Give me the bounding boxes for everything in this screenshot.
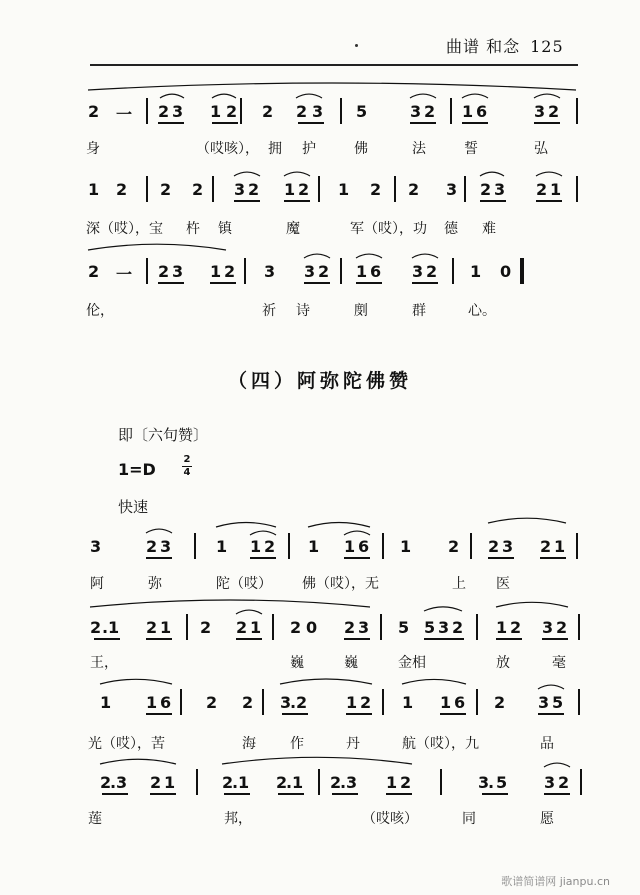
lyric-syllable: 品 — [540, 736, 554, 752]
lyric-syllable: 丹 — [346, 736, 360, 752]
slur-arc — [90, 600, 370, 607]
note: 1 — [284, 180, 296, 199]
barline — [288, 533, 290, 559]
note: 2 — [558, 773, 570, 792]
lyric-syllable: 杵 — [186, 221, 200, 237]
note: 3 — [446, 180, 458, 199]
note: 1 — [550, 180, 562, 199]
note: 1 — [238, 773, 250, 792]
note: 1 — [344, 537, 356, 556]
lyric-syllable: 弥 — [148, 576, 162, 592]
beam-underline — [462, 122, 488, 124]
barline — [380, 614, 382, 640]
barline — [382, 533, 384, 559]
barline — [382, 689, 384, 715]
note: 3 — [542, 618, 554, 637]
slur-arc — [236, 610, 262, 614]
barline — [146, 98, 148, 124]
barline — [340, 258, 342, 284]
lyric-syllable: 拥 — [268, 141, 282, 157]
note: 1 — [100, 693, 112, 712]
note: 2 — [90, 618, 102, 637]
beam-underline — [480, 200, 506, 202]
beam-underline — [210, 282, 236, 284]
beam-underline — [410, 122, 436, 124]
beam-underline — [102, 793, 128, 795]
note: 2 — [426, 262, 438, 281]
slur-arc — [402, 679, 466, 684]
dash: 一 — [116, 105, 133, 124]
page-header — [0, 34, 640, 74]
note: 1 — [146, 693, 158, 712]
barline — [272, 614, 274, 640]
note: 2 — [146, 537, 158, 556]
note: 1 — [356, 262, 368, 281]
slur-arc — [308, 522, 370, 527]
note: 1 — [402, 693, 414, 712]
dot-separator: . — [110, 773, 117, 792]
note: 6 — [370, 262, 382, 281]
note: 3 — [438, 618, 450, 637]
slur-arc — [356, 254, 382, 258]
lyric-syllable: 心。 — [468, 303, 496, 319]
note: 1 — [554, 537, 566, 556]
note: 1 — [496, 618, 508, 637]
note: 3 — [494, 180, 506, 199]
lyric-syllable: 护 — [302, 141, 316, 157]
beam-underline — [540, 557, 566, 559]
beam-underline — [212, 122, 238, 124]
lyric-syllable: 上 — [452, 576, 466, 592]
note: 3 — [412, 262, 424, 281]
note: 2 — [556, 618, 568, 637]
running-title-text: 曲谱 和念 — [446, 37, 521, 56]
dot-separator: . — [102, 618, 109, 637]
note: 1 — [308, 537, 320, 556]
beam-underline — [282, 713, 308, 715]
barline — [464, 176, 466, 202]
lyric-syllable: 金相 — [398, 655, 426, 671]
note: 5 — [398, 618, 410, 637]
slur-arc — [160, 94, 184, 98]
note: 2 — [242, 693, 254, 712]
lyric-syllable: 德 — [444, 221, 458, 237]
lyric-syllable: 法 — [412, 141, 426, 157]
final-barline — [520, 258, 524, 284]
note: 3 — [346, 773, 358, 792]
barline — [146, 176, 148, 202]
lyric-syllable: 放 — [496, 655, 510, 671]
beam-underline — [332, 793, 358, 795]
slur-arc — [234, 172, 260, 176]
barline — [394, 176, 396, 202]
note: 3 — [116, 773, 128, 792]
barline — [578, 614, 580, 640]
note: 6 — [358, 537, 370, 556]
slur-arc — [538, 685, 564, 689]
lyric-syllable: 佛（哎），无 — [302, 576, 379, 592]
beam-underline — [236, 638, 262, 640]
note: 2 — [330, 773, 342, 792]
beam-underline — [146, 638, 172, 640]
lyric-syllable: （哎咳）， — [196, 141, 259, 157]
dot-separator: . — [290, 693, 297, 712]
barline — [212, 176, 214, 202]
beam-underline — [298, 122, 324, 124]
note: 5 — [496, 773, 508, 792]
note: 1 — [210, 102, 222, 121]
note: 1 — [292, 773, 304, 792]
dot-separator: . — [488, 773, 495, 792]
slur-arc — [88, 244, 226, 250]
note: 2 — [224, 262, 236, 281]
note: 1 — [108, 618, 120, 637]
note: 2 — [536, 180, 548, 199]
barline — [440, 769, 442, 795]
note: 3 — [280, 693, 292, 712]
barline — [146, 258, 148, 284]
note: 2 — [236, 618, 248, 637]
slur-arc — [488, 518, 566, 523]
tempo-marking: 快速 — [118, 498, 149, 516]
note: 2 — [206, 693, 218, 712]
note: 6 — [476, 102, 488, 121]
slur-arc — [212, 94, 236, 98]
running-title — [446, 34, 564, 57]
note: 1 — [164, 773, 176, 792]
beam-underline — [496, 638, 522, 640]
beam-underline — [482, 793, 508, 795]
note: 3 — [358, 618, 370, 637]
beam-underline — [344, 638, 370, 640]
header-dot — [355, 44, 358, 47]
slur-arc — [216, 523, 276, 528]
beam-underline — [344, 557, 370, 559]
header-rule — [90, 64, 578, 66]
slur-arc — [412, 254, 438, 258]
barline — [262, 689, 264, 715]
note: 2 — [424, 102, 436, 121]
lyric-syllable: 弘 — [534, 141, 548, 157]
note: 3 — [234, 180, 246, 199]
note: 2 — [298, 180, 310, 199]
note: 3 — [410, 102, 422, 121]
slur-arc — [100, 759, 176, 764]
note: 3 — [538, 693, 550, 712]
note: 2 — [248, 180, 260, 199]
note: 2 — [448, 537, 460, 556]
note: 2 — [88, 262, 100, 281]
barline — [318, 176, 320, 202]
barline — [196, 769, 198, 795]
note: 2 — [100, 773, 112, 792]
note: 2 — [540, 537, 552, 556]
note: 0 — [306, 618, 318, 637]
note: 1 — [250, 537, 262, 556]
slur-arc — [544, 763, 570, 767]
note: 1 — [386, 773, 398, 792]
note: 5 — [552, 693, 564, 712]
note: 3 — [304, 262, 316, 281]
time-bottom: 4 — [183, 467, 191, 478]
note: 1 — [210, 262, 222, 281]
note: 2 — [160, 180, 172, 199]
lyric-syllable: 莲 — [88, 811, 102, 827]
note: 2 — [116, 180, 128, 199]
lyric-syllable: 王， — [90, 655, 118, 671]
beam-underline — [150, 793, 176, 795]
beam-underline — [250, 557, 276, 559]
barline — [576, 533, 578, 559]
lyric-syllable: 海 — [242, 736, 256, 752]
barline — [476, 614, 478, 640]
note: 5 — [356, 102, 368, 121]
slur-arc — [480, 172, 504, 176]
slur-arc — [88, 83, 576, 90]
note: 2 — [158, 262, 170, 281]
note: 2 — [290, 618, 302, 637]
lyric-syllable: 佛 — [354, 141, 368, 157]
beam-underline — [538, 713, 564, 715]
barline — [452, 258, 454, 284]
key-signature: 1=D — [118, 460, 156, 479]
lyric-syllable: 毫 — [552, 655, 566, 671]
time-signature — [182, 454, 192, 479]
note: 3 — [534, 102, 546, 121]
dot-separator: . — [340, 773, 347, 792]
barline — [180, 689, 182, 715]
barline — [576, 176, 578, 202]
barline — [318, 769, 320, 795]
beam-underline — [536, 200, 562, 202]
note: 3 — [90, 537, 102, 556]
note: 6 — [454, 693, 466, 712]
note: 3 — [264, 262, 276, 281]
note: 2 — [318, 262, 330, 281]
slur-arc — [284, 172, 310, 176]
note: 2 — [146, 618, 158, 637]
note: 1 — [346, 693, 358, 712]
slur-arc — [222, 757, 412, 764]
lyric-syllable: 巍 — [290, 655, 304, 671]
note: 2 — [548, 102, 560, 121]
watermark: 歌谱简谱网 jianpu.cn — [501, 875, 610, 888]
note: 1 — [338, 180, 350, 199]
note: 2 — [296, 102, 308, 121]
note: 2 — [200, 618, 212, 637]
time-top: 2 — [183, 454, 191, 465]
note: 3 — [172, 102, 184, 121]
section-subtitle: 即〔六句赞〕 — [118, 426, 209, 444]
note: 2 — [296, 693, 308, 712]
lyric-syllable: 军（哎），功 — [350, 221, 427, 237]
beam-underline — [158, 122, 184, 124]
beam-underline — [346, 713, 372, 715]
barline — [244, 258, 246, 284]
slur-arc — [534, 94, 560, 98]
beam-underline — [278, 793, 304, 795]
note: 1 — [88, 180, 100, 199]
beam-underline — [386, 793, 412, 795]
note: 2 — [408, 180, 420, 199]
lyric-syllable: 光（哎），苦 — [88, 736, 165, 752]
barline — [194, 533, 196, 559]
note: 3 — [172, 262, 184, 281]
lyric-syllable: 伦， — [86, 303, 114, 319]
beam-underline — [224, 793, 250, 795]
barline — [186, 614, 188, 640]
note: 1 — [160, 618, 172, 637]
note: 2 — [222, 773, 234, 792]
note: 1 — [440, 693, 452, 712]
note: 2 — [88, 102, 100, 121]
note: 3 — [544, 773, 556, 792]
lyric-syllable: 群 — [412, 303, 426, 319]
lyric-syllable: （哎咳） — [362, 811, 418, 827]
note: 0 — [500, 262, 512, 281]
beam-underline — [534, 122, 560, 124]
barline — [340, 98, 342, 124]
note: 1 — [216, 537, 228, 556]
slur-arc — [304, 254, 330, 258]
note: 2 — [510, 618, 522, 637]
barline — [576, 98, 578, 124]
lyric-syllable: 同 — [462, 811, 476, 827]
note: 2 — [192, 180, 204, 199]
lyric-syllable: 陀（哎） — [216, 576, 272, 592]
note: 2 — [226, 102, 238, 121]
note: 1 — [462, 102, 474, 121]
note: 2 — [344, 618, 356, 637]
lyric-syllable: 航（哎），九 — [402, 736, 479, 752]
beam-underline — [158, 282, 184, 284]
beam-underline — [304, 282, 330, 284]
lyric-syllable: 邦， — [224, 811, 252, 827]
lyric-syllable: 深（哎），宝 — [86, 221, 163, 237]
beam-underline — [412, 282, 438, 284]
lyric-syllable: 祈 — [262, 303, 276, 319]
beam-underline — [438, 638, 464, 640]
lyric-syllable: 身 — [86, 141, 100, 157]
slur-arc — [296, 94, 322, 98]
dash: 一 — [116, 265, 133, 284]
note: 1 — [400, 537, 412, 556]
lyric-syllable: 愿 — [540, 811, 554, 827]
lyric-syllable: 魔 — [286, 221, 300, 237]
barline — [580, 769, 582, 795]
lyric-syllable: 镇 — [218, 221, 232, 237]
note: 2 — [276, 773, 288, 792]
lyric-syllable: 作 — [290, 736, 304, 752]
note: 2 — [158, 102, 170, 121]
lyric-syllable: 巍 — [344, 655, 358, 671]
barline — [578, 689, 580, 715]
beam-underline — [94, 638, 120, 640]
lyric-syllable: 难 — [482, 221, 496, 237]
note: 1 — [470, 262, 482, 281]
section-title: （四）阿弥陀佛赞 — [227, 370, 412, 392]
slur-arc — [100, 679, 172, 684]
beam-underline — [542, 638, 568, 640]
note: 2 — [150, 773, 162, 792]
beam-underline — [146, 713, 172, 715]
barline — [450, 98, 452, 124]
lyric-syllable: 医 — [496, 576, 510, 592]
slur-arc — [146, 529, 172, 533]
note: 3 — [312, 102, 324, 121]
beam-underline — [488, 557, 514, 559]
barline — [240, 98, 242, 124]
slur-arc — [250, 531, 276, 535]
note: 2 — [400, 773, 412, 792]
dot-separator: . — [232, 773, 239, 792]
beam-underline — [234, 200, 260, 202]
barline — [470, 533, 472, 559]
note: 2 — [480, 180, 492, 199]
lyric-syllable: 剫 — [354, 303, 368, 319]
note: 6 — [160, 693, 172, 712]
beam-underline — [284, 200, 310, 202]
lyric-syllable: 诗 — [296, 303, 310, 319]
slur-arc — [462, 94, 488, 98]
page-number: 125 — [530, 37, 564, 56]
note: 2 — [370, 180, 382, 199]
slur-arc — [280, 679, 372, 684]
slur-arc — [496, 602, 568, 607]
beam-underline — [440, 713, 466, 715]
beam-underline — [356, 282, 382, 284]
note: 2 — [488, 537, 500, 556]
dot-separator: . — [286, 773, 293, 792]
note: 2 — [494, 693, 506, 712]
note: 1 — [250, 618, 262, 637]
note: 2 — [360, 693, 372, 712]
lyric-syllable: 阿 — [90, 576, 104, 592]
slur-arc — [410, 94, 436, 98]
slur-arc — [536, 172, 562, 176]
slur-arc — [424, 607, 462, 611]
note: 2 — [262, 102, 274, 121]
beam-underline — [146, 557, 172, 559]
note: 2 — [452, 618, 464, 637]
note: 3 — [160, 537, 172, 556]
note: 3 — [478, 773, 490, 792]
barline — [476, 689, 478, 715]
slur-arc — [344, 531, 370, 535]
note: 2 — [264, 537, 276, 556]
beam-underline — [544, 793, 570, 795]
lyric-syllable: 誓 — [464, 141, 478, 157]
note: 3 — [502, 537, 514, 556]
note: 5 — [424, 618, 436, 637]
